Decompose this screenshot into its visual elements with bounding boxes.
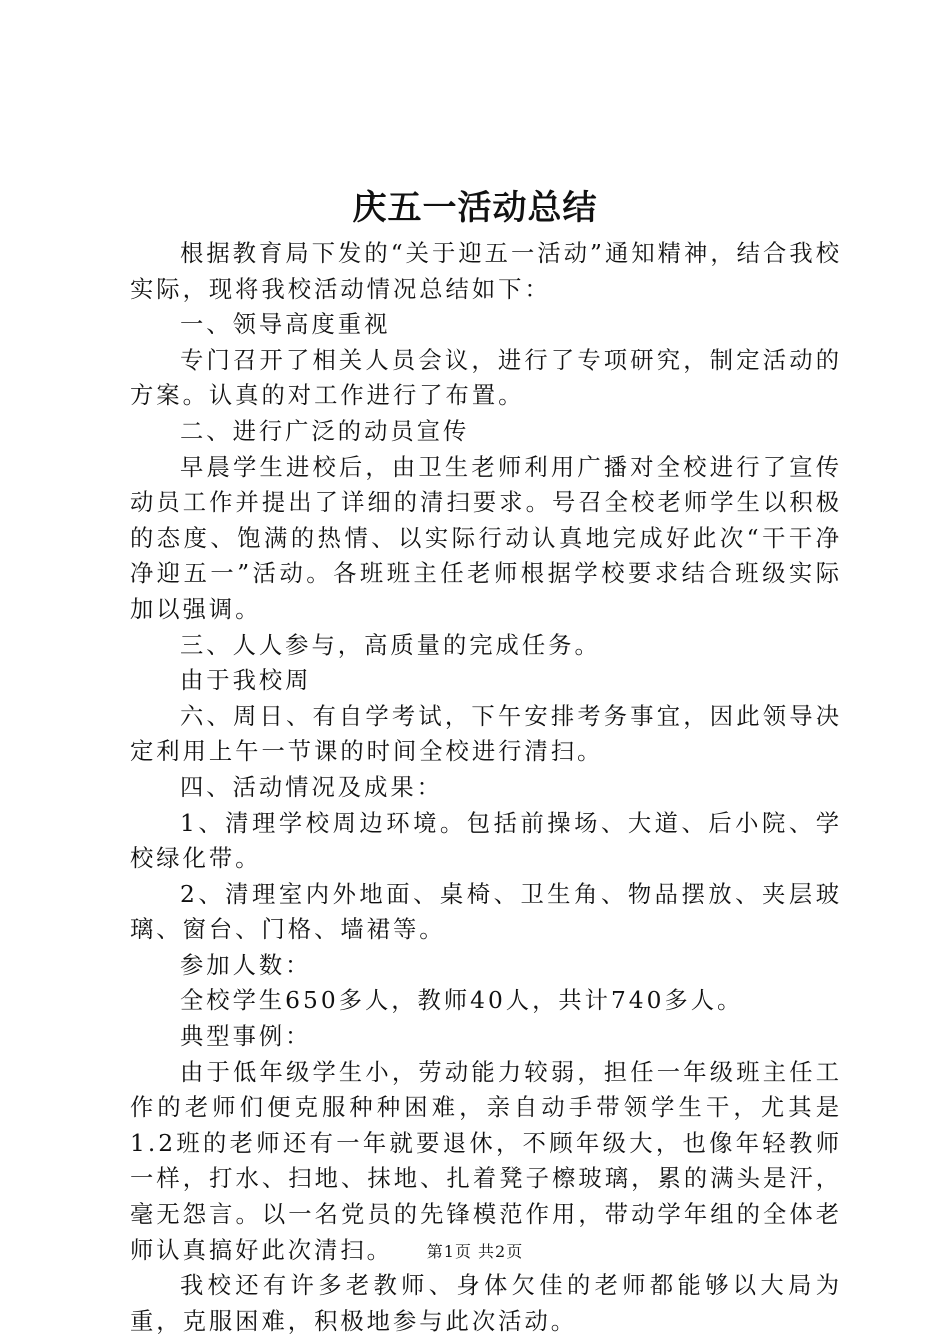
paragraph-section-3b: 六、周日、有自学考试，下午安排考务事宜，因此领导决定利用上午一节课的时间全校进行清扫。: [130, 702, 842, 766]
heading-section-1: 一、领导高度重视: [180, 311, 391, 339]
paragraph-section-3a: 由于我校周: [180, 667, 312, 695]
heading-section-4: 四、活动情况及成果：: [180, 773, 443, 801]
paragraph-section-1: 专门召开了相关人员会议，进行了专项研究，制定活动的方案。认真的对工作进行了布置。: [130, 346, 842, 410]
paragraph-example: 由于低年级学生小，劳动能力较弱，担任一年级班主任工作的老师们便克服种种困难，亲自动手带领学生干，尤其是1.2班的老师还有一年就要退休，不顾年级大，也像年轻教师一样，打水、扫地、抹地、扎着凳子檫玻璃，累的满头是汗，毫无怨言。以一名党员的先锋模范作用，带动学年组的全体老师认真搞好此次清扫。: [130, 1058, 842, 1264]
paragraph-closing: 我校还有许多老教师、身体欠佳的老师都能够以大局为重，克服困难，积极地参与此次活动。: [130, 1272, 842, 1335]
heading-section-3: 三、人人参与，高质量的完成任务。: [180, 631, 601, 659]
examples-label: 典型事例：: [180, 1023, 312, 1051]
participants-label: 参加人数：: [180, 951, 312, 979]
page-footer: 第1页 共2页: [426, 1242, 524, 1261]
heading-section-2: 二、进行广泛的动员宣传: [180, 417, 470, 445]
paragraph-intro: 根据教育局下发的“关于迎五一活动”通知精神，结合我校实际，现将我校活动情况总结如下：: [130, 240, 842, 303]
document-body: [130, 236, 842, 1339]
list-item-2: 2、清理室内外地面、桌椅、卫生角、物品摆放、夹层玻璃、窗台、门格、墙裙等。: [130, 880, 842, 944]
list-item-1: 1、清理学校周边环境。包括前操场、大道、后小院、学校绿化带。: [130, 809, 842, 873]
participants-count: 全校学生650多人，教师40人，共计740多人。: [180, 987, 744, 1015]
document-title: 庆五一活动总结: [352, 188, 598, 228]
paragraph-section-2: 早晨学生进校后，由卫生老师利用广播对全校进行了宣传动员工作并提出了详细的清扫要求。号召全校老师学生以积极的态度、饱满的热情、以实际行动认真地完成好此次“干干净净迎五一”活动。各班班主任老师根据学校要求结合班级实际加以强调。: [130, 453, 842, 623]
